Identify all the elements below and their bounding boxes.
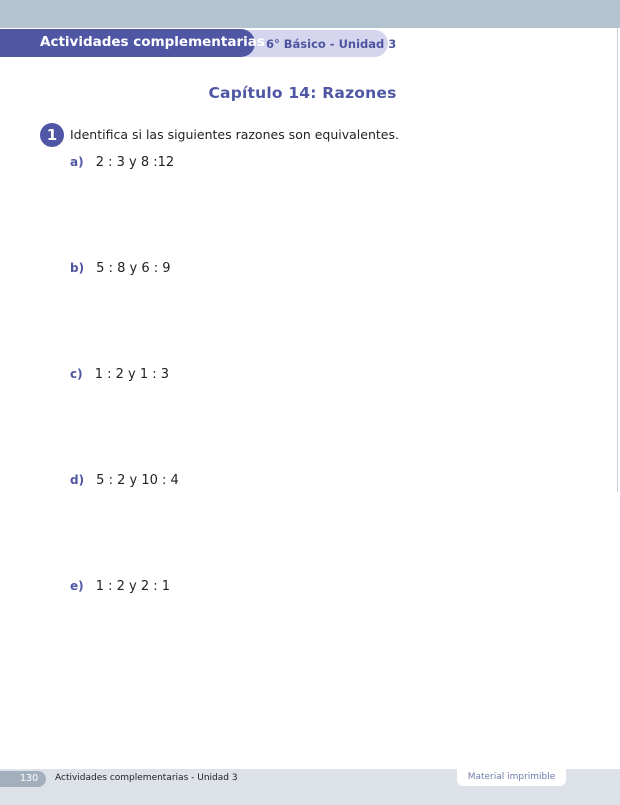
printable-material-label: Material imprimible xyxy=(467,772,556,782)
item-expression: 5 : 2 y 10 : 4 xyxy=(96,473,179,488)
printable-material-tab xyxy=(457,769,566,786)
item-expression: 5 : 8 y 6 : 9 xyxy=(96,261,171,276)
exercise-item-a xyxy=(70,151,174,169)
exercise-item-b xyxy=(70,257,171,275)
footer-running-title: Actividades complementarias - Unidad 3 xyxy=(55,773,238,783)
item-expression: 2 : 3 y 8 :12 xyxy=(95,155,175,170)
section-label: Actividades complementarias xyxy=(40,34,265,50)
page-number-pill xyxy=(0,771,46,787)
top-band xyxy=(0,0,620,28)
exercise-item-e xyxy=(70,575,170,593)
question-prompt: Identifica si las siguientes razones son equivalentes. xyxy=(70,127,399,142)
section-tab xyxy=(0,29,265,57)
item-letter: c) xyxy=(70,367,83,381)
page-edge-line xyxy=(617,28,618,492)
item-letter: a) xyxy=(70,155,84,169)
course-unit-label: 6° Básico - Unidad 3 xyxy=(266,37,397,51)
item-expression: 1 : 2 y 2 : 1 xyxy=(95,579,171,594)
exercise-item-d xyxy=(70,469,179,487)
item-letter: d) xyxy=(70,473,85,487)
page-number: 130 xyxy=(20,773,39,784)
item-letter: b) xyxy=(70,261,85,275)
item-expression: 1 : 2 y 1 : 3 xyxy=(94,367,170,382)
chapter-title: Capítulo 14: Razones xyxy=(208,84,397,102)
question-number-badge: 1 xyxy=(40,123,64,147)
item-letter: e) xyxy=(70,579,84,593)
exercise-item-c xyxy=(70,363,169,381)
